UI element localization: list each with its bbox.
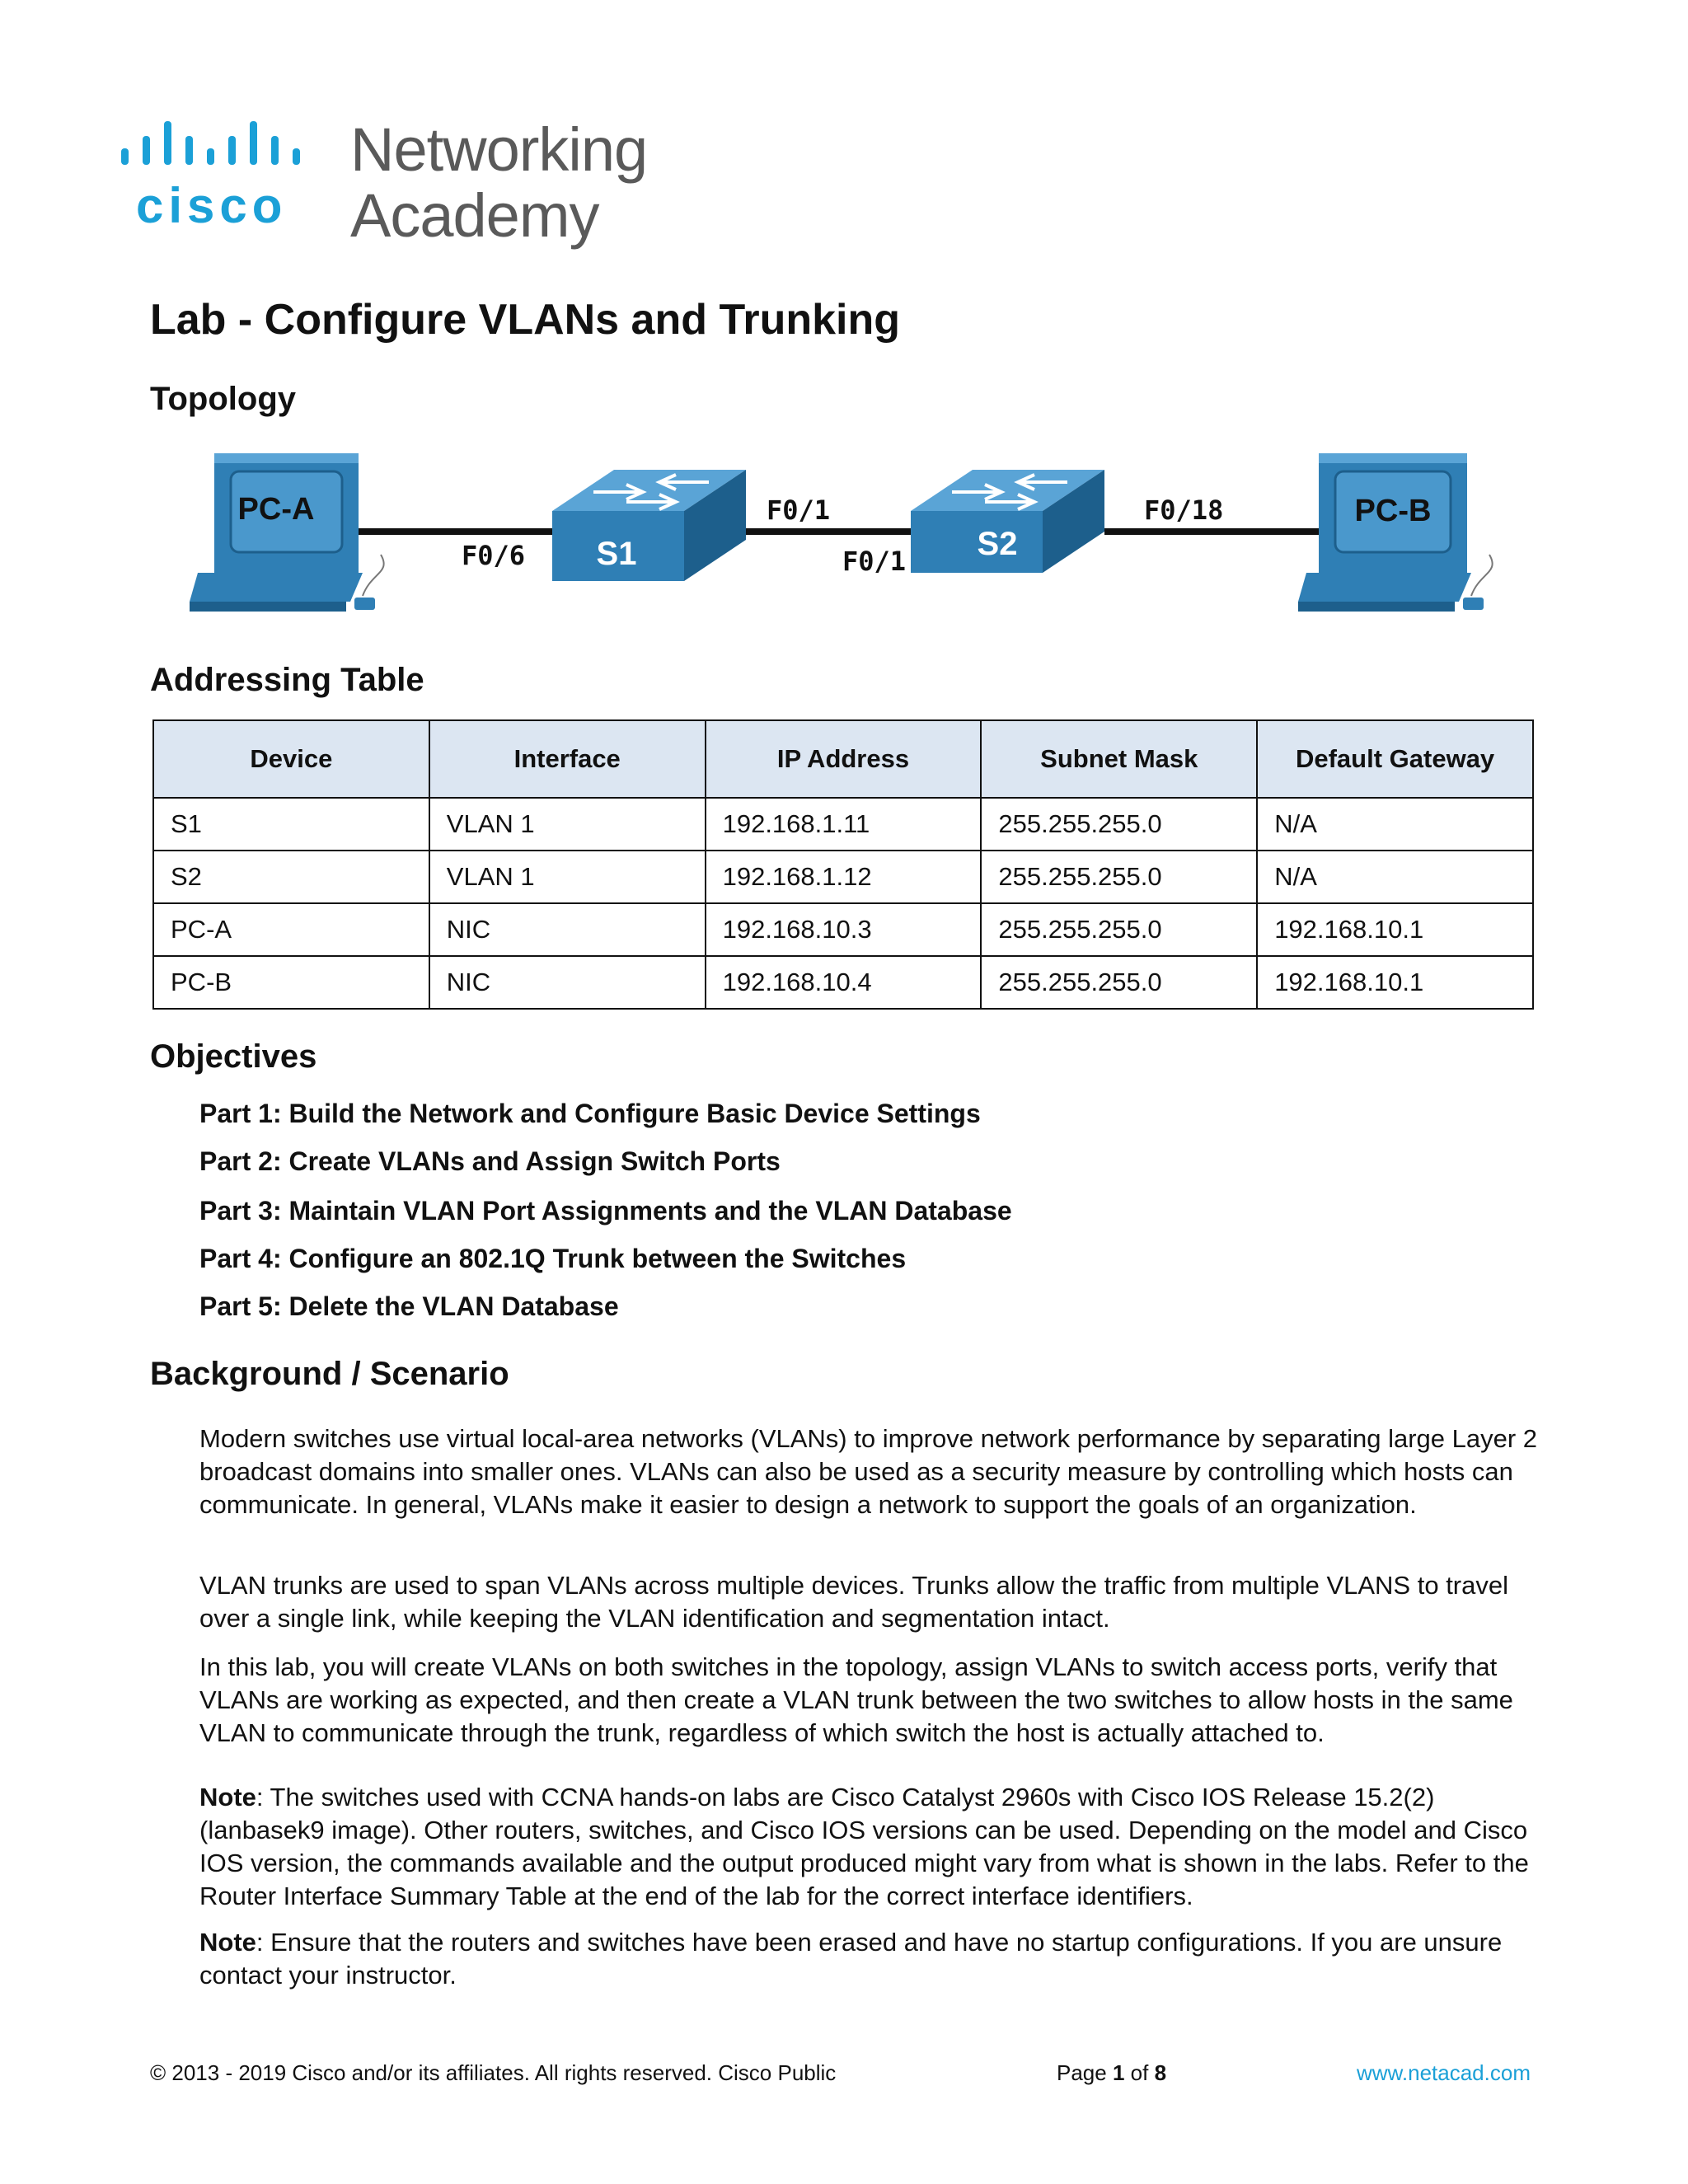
cell-mask: 255.255.255.0 bbox=[981, 903, 1257, 956]
if-label-s1-f06: F0/6 bbox=[462, 540, 526, 571]
if-label-s1-f01: F0/1 bbox=[767, 494, 831, 526]
cell-mask: 255.255.255.0 bbox=[981, 798, 1257, 851]
header-device: Device bbox=[153, 720, 429, 798]
switch-s1-icon bbox=[552, 470, 746, 581]
cisco-wordmark: cisco bbox=[136, 178, 288, 233]
cell-device: PC-A bbox=[153, 903, 429, 956]
if-label-s2-f018: F0/18 bbox=[1144, 494, 1224, 526]
footer-website-link[interactable]: www.netacad.com bbox=[1357, 2060, 1531, 2085]
table-row bbox=[153, 903, 1533, 956]
background-paragraph-3: In this lab, you will create VLANs on both switches in the topology, assign VLANs to switch access ports, verify that VLANs are working as expected, and then create a VLAN trunk between the two switches to allow hosts in the same VLAN to communicate through the trunk, regardless of which switch the host is actually attached to. bbox=[199, 1652, 1513, 1747]
cell-mask: 255.255.255.0 bbox=[981, 956, 1257, 1009]
note-paragraph-1 bbox=[199, 1781, 1551, 1913]
page-title: Lab - Configure VLANs and Trunking bbox=[150, 296, 900, 344]
note-text: : The switches used with CCNA hands-on labs are Cisco Catalyst 2960s with Cisco IOS Release 15.2(2) (lanbasek9 image). Other routers, switches, and Cisco IOS versions can be used. Depending on the model and Cisco IOS version, the commands available and the output produced might vary from what is shown in the labs. Refer to the Router Interface Summary Table at the end of the lab for the correct interface identifiers. bbox=[199, 1783, 1529, 1910]
page-of: of bbox=[1130, 2060, 1149, 2085]
logo-line-networking: Networking bbox=[350, 115, 648, 184]
topology-diagram bbox=[165, 449, 1525, 630]
note-text: : Ensure that the routers and switches have been erased and have no startup configurations. If you are unsure contact your instructor. bbox=[199, 1928, 1503, 1990]
table-row bbox=[153, 798, 1533, 851]
cell-device: PC-B bbox=[153, 956, 429, 1009]
objectives-heading: Objectives bbox=[150, 1038, 317, 1075]
note-label: Note bbox=[199, 1928, 256, 1957]
table-row bbox=[153, 851, 1533, 903]
objective-part-2: Part 2: Create VLANs and Assign Switch Ports bbox=[199, 1146, 781, 1176]
footer-page-number bbox=[1057, 2060, 1166, 2086]
page-total: 8 bbox=[1154, 2060, 1167, 2085]
if-label-s2-f01: F0/1 bbox=[842, 546, 907, 577]
pc-b-label: PC-B bbox=[1354, 494, 1432, 528]
cell-gateway: N/A bbox=[1257, 798, 1533, 851]
objective-part-3: Part 3: Maintain VLAN Port Assignments and the VLAN Database bbox=[199, 1196, 1012, 1226]
pc-b-icon bbox=[1298, 453, 1493, 612]
header-ip-address: IP Address bbox=[706, 720, 982, 798]
cell-ip: 192.168.1.11 bbox=[706, 798, 982, 851]
logo-line-academy: Academy bbox=[350, 181, 599, 250]
table-row bbox=[153, 956, 1533, 1009]
note-paragraph-2 bbox=[199, 1926, 1551, 1992]
cisco-logo bbox=[120, 115, 663, 251]
objective-part-4: Part 4: Configure an 802.1Q Trunk between the Switches bbox=[199, 1244, 907, 1273]
header-interface: Interface bbox=[429, 720, 706, 798]
background-paragraph-2: VLAN trunks are used to span VLANs across multiple devices. Trunks allow the traffic from multiple VLANS to travel over a single link, while keeping the VLAN identification and segmentation intact. bbox=[199, 1571, 1508, 1633]
cell-interface: NIC bbox=[429, 956, 706, 1009]
objective-part-5: Part 5: Delete the VLAN Database bbox=[199, 1291, 619, 1321]
page-prefix: Page bbox=[1057, 2060, 1107, 2085]
cell-gateway: 192.168.10.1 bbox=[1257, 903, 1533, 956]
topology-heading: Topology bbox=[150, 381, 296, 417]
cell-interface: VLAN 1 bbox=[429, 851, 706, 903]
footer-copyright: © 2013 - 2019 Cisco and/or its affiliates. All rights reserved. Cisco Public bbox=[150, 2060, 837, 2085]
cell-ip: 192.168.10.4 bbox=[706, 956, 982, 1009]
table-header-row bbox=[153, 720, 1533, 798]
background-paragraph-1: Modern switches use virtual local-area networks (VLANs) to improve network performance by separating large Layer 2 broadcast domains into smaller ones. VLANs can also be used as a security measure by controlling which hosts can communicate. In general, VLANs make it easier to design a network to support the goals of an organization. bbox=[199, 1424, 1538, 1519]
s1-label: S1 bbox=[596, 536, 637, 572]
pc-a-icon bbox=[190, 453, 384, 612]
cell-interface: NIC bbox=[429, 903, 706, 956]
cell-device: S1 bbox=[153, 798, 429, 851]
background-heading: Background / Scenario bbox=[150, 1356, 509, 1392]
cell-gateway: N/A bbox=[1257, 851, 1533, 903]
addressing-heading: Addressing Table bbox=[150, 662, 424, 698]
header-default-gateway: Default Gateway bbox=[1257, 720, 1533, 798]
header-subnet-mask: Subnet Mask bbox=[981, 720, 1257, 798]
cell-ip: 192.168.1.12 bbox=[706, 851, 982, 903]
objective-part-1: Part 1: Build the Network and Configure Basic Device Settings bbox=[199, 1099, 981, 1128]
cell-interface: VLAN 1 bbox=[429, 798, 706, 851]
addressing-table bbox=[152, 719, 1534, 1010]
cell-ip: 192.168.10.3 bbox=[706, 903, 982, 956]
pc-a-label: PC-A bbox=[237, 492, 315, 527]
cell-gateway: 192.168.10.1 bbox=[1257, 956, 1533, 1009]
cell-device: S2 bbox=[153, 851, 429, 903]
page-current: 1 bbox=[1112, 2060, 1125, 2085]
cell-mask: 255.255.255.0 bbox=[981, 851, 1257, 903]
note-label: Note bbox=[199, 1783, 256, 1811]
s2-label: S2 bbox=[977, 526, 1018, 562]
